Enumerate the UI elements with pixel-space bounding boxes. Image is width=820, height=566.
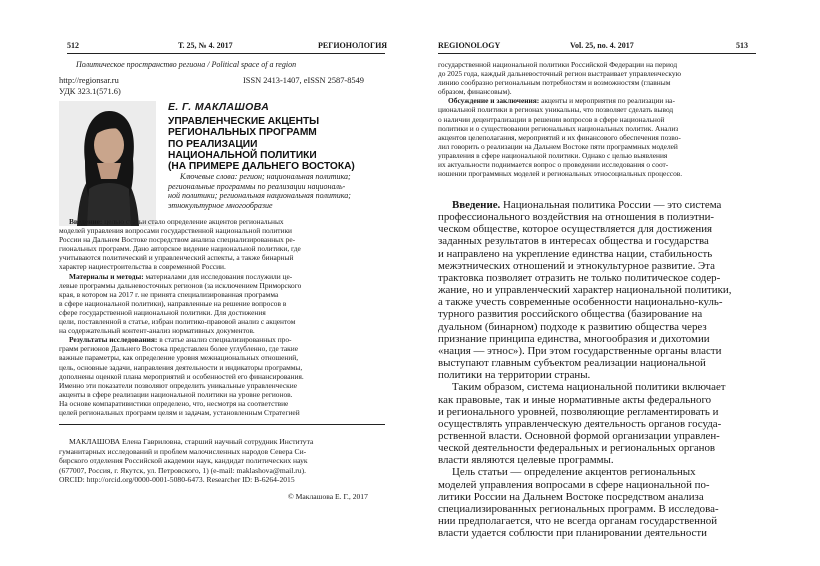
abstract-line: управления в сфере национальной политики. Однако с целью выявления (438, 150, 668, 160)
keywords-line: региональные программы по реализации националь- (168, 181, 346, 191)
abstract-label: Введение: (69, 217, 103, 226)
keywords-line: этнокультурное многообразие (168, 200, 273, 210)
udk-code: УДК 323.1(571.6) (59, 87, 121, 96)
left-header-rule (67, 53, 385, 54)
author-info-line: гуманитарных исследований и проблем малочисленных народов Севера Си- (59, 446, 307, 456)
author-info-rule (59, 424, 385, 425)
abstract-label: Результаты исследования: (69, 335, 158, 345)
right-journal-name: REGIONOLOGY (438, 41, 501, 50)
body-line: выступают главным субъектом реализации национальной (438, 357, 706, 370)
article-title (168, 116, 355, 172)
keywords-line: Ключевые слова: регион; национальная политика; (180, 172, 351, 181)
keywords-label: Ключевые слова: (180, 172, 238, 181)
title-line: РЕГИОНАЛЬНЫХ ПРОГРАММ (168, 127, 317, 139)
body-line: признание принципа единства, многообразия и дихотомии (438, 332, 710, 345)
abstract-line: лил говорить о реализации на Дальнем Востоке пяти программных моделей (438, 141, 678, 151)
body-line: и направлено на укрепление единства нации, стабильность (438, 247, 713, 260)
left-journal-name: РЕГИОНОЛОГИЯ (318, 41, 388, 50)
body-section-label: Введение. (452, 199, 501, 211)
title-line: (НА ПРИМЕРЕ ДАЛЬНЕГО ВОСТОКА) (168, 161, 355, 173)
abstract-line: на содержательный контент-анализ нормативных документов. (59, 326, 255, 336)
body-line: дуальном (бинарном) подходе к развитию общества через (438, 320, 707, 333)
body-line: «нация — этнос»). При этом государственные органы власти (438, 344, 722, 357)
abstract-line: циональной политики в регионах уникальны, что позволяет сделать вывод (438, 105, 674, 115)
abstract-line: учитываются политический и управленческий аспекты, а также бинарный (59, 253, 294, 263)
abstract-line: акценты в сфере реализации национальной политики на уровне регионов. (59, 389, 293, 399)
body-line: Национальная политика России — это система (500, 199, 722, 211)
abstract-line: в статье анализ специализированных про- (157, 335, 292, 345)
abstract-line: целей региональных программ целям и задачам, установленным Стратегией (59, 407, 300, 417)
author-photo (59, 101, 156, 226)
body-line: трактовка позволяет отразить не только политическое содер- (438, 271, 721, 284)
title-line: ПО РЕАЛИЗАЦИИ (168, 138, 258, 150)
right-volume-issue: Vol. 25, no. 4. 2017 (570, 41, 634, 50)
article-body (438, 199, 756, 539)
abstract-continued (438, 60, 756, 178)
body-line: профессионального воздействия на отношения в полиэтни- (438, 211, 715, 224)
body-line: осуществлять управленческую деятельность органов госуда- (438, 417, 722, 430)
body-line: специализированных региональных программ. В исследова- (438, 502, 719, 515)
body-line: власти являются целевые программы. (438, 454, 614, 467)
author-info-line: ORCID: http://orcid.org/0000-0001-5080-6473. Researcher ID: B-6264-2015 (59, 475, 295, 484)
website-link[interactable]: http://regionsar.ru (59, 76, 119, 85)
body-line: Таким образом, система национальной политики включает (452, 381, 726, 394)
body-line: заданных результатов в интересах общества и государства (438, 235, 709, 248)
abstract-line: цели, поставленной в статье, избран политико-правовой анализ с акцентом (59, 317, 296, 327)
abstract-line: левые программы дальневосточных регионов (за исключением Приморского (59, 280, 302, 290)
left-volume-issue: Т. 25, № 4. 2017 (178, 41, 233, 50)
abstract-line: грамм регионов Дальнего Востока представлен более углубленно, где такие (59, 344, 298, 354)
abstract-line: акценты и мероприятия по реализации на- (539, 96, 675, 106)
abstract-line: о наличии децентрализации в решении вопросов в сфере национальной (438, 114, 665, 124)
issn-line: ISSN 2413-1407, eISSN 2587-8549 (243, 76, 364, 85)
body-line: а также учесть современные особенности национально-куль- (438, 296, 723, 309)
body-line: ческом обществе, которое осуществляется для достижения (438, 223, 713, 236)
body-line: моделей управления вопросами в сфере национальной по- (438, 478, 710, 491)
body-line: литики России на Дальнем Востоке посредством анализа (438, 490, 704, 503)
author-info-line: бирского отделения Российской академии наук, кандидат политических наук (59, 456, 308, 465)
abstract-line: России на Дальнем Востоке посредством анализа специализированных ре- (59, 235, 296, 245)
author-info-line: (677007, Россия, г. Якутск, ул. Петровского, 1) (e-mail: maklashova@mail.ru). (59, 465, 306, 475)
body-line: межэтнических отношений и этнокультурное развитие. Эта (438, 259, 715, 272)
author-portrait-icon (59, 101, 156, 226)
abstract-line: моделей управления вопросами государственной национальной политики (59, 226, 293, 236)
abstract-line: до 2025 года, каждый дальневосточный регион выстраивает управленческую (438, 69, 682, 79)
title-line: НАЦИОНАЛЬНОЙ ПОЛИТИКИ (168, 149, 317, 161)
abstract-line: линию сообразно региональным потребностям и возможностям (главным (438, 78, 671, 88)
body-line: ческой деятельности федеральных и региональных органов (438, 442, 716, 455)
body-line: власти удается соблюсти при планировании деятельности (438, 527, 707, 540)
body-line: рственной власти. Основной формой организации управлен- (438, 429, 720, 442)
right-header-rule (438, 53, 756, 54)
body-line: политики на территории страны. (438, 369, 591, 382)
right-page (410, 0, 820, 566)
abstract-block (59, 217, 385, 417)
abstract-line: государственной национальной политики Российской Федерации на период (438, 60, 678, 69)
abstract-line: образом, финансовым). (438, 87, 512, 97)
abstract-line: ношении программных моделей и региональных этносоциальных процессов. (438, 169, 683, 179)
keywords-line: ной политики; региональная национальная политика; (168, 191, 351, 201)
abstract-line: политики и о существовании региональных национальных политик. Анализ (438, 123, 679, 133)
body-line: жание, но и управленческий характер национальной политики, (438, 284, 732, 297)
author-info-block (59, 437, 385, 485)
author-info-line: МАКЛАШОВА Елена Гавриловна, старший научный сотрудник Института (69, 437, 314, 446)
abstract-label: Обсуждение и заключения: (448, 96, 540, 106)
abstract-line: целью статьи стало определение акцентов региональных (102, 217, 284, 226)
left-page-number: 512 (67, 41, 79, 50)
abstract-line: гиональных программ. Дано авторское видение национальной политики, где (59, 244, 301, 254)
right-page-number: 513 (736, 41, 748, 50)
keywords-block (168, 172, 384, 210)
abstract-line: цель, основные задачи, направления деятельности и индикаторы программы, (59, 362, 303, 372)
body-line: Цель статьи — определение акцентов региональных (452, 466, 696, 479)
abstract-line: их актуальности поднимается вопрос о проведении исследования о соот- (438, 160, 669, 170)
abstract-line: материалами для исследования послужили це- (143, 271, 293, 281)
abstract-line: важные параметры, как определение уровня межнациональных отношений, (59, 353, 299, 363)
body-line: турного развития российского общества (базирование на (438, 308, 703, 321)
copyright: © Маклашова Е. Г., 2017 (288, 492, 368, 501)
abstract-label: Материалы и методы: (69, 271, 144, 281)
abstract-line: сфере государственной национальной политики. Для достижения (59, 307, 266, 317)
body-line: нии предполагается, что не всегда органам государственной (438, 515, 718, 528)
abstract-line: Именно эти показатели позволяют определить уникальные управленческие (59, 380, 297, 390)
title-line: УПРАВЛЕНЧЕСКИЕ АКЦЕНТЫ (168, 116, 320, 127)
abstract-line: в сфере национальной политики), направленные на решение вопросов в (59, 298, 287, 308)
body-line: как правовые, так и иные нормативные акты федерального (438, 393, 712, 406)
journal-subtitle: Политическое пространство региона / Political space of a region (76, 60, 297, 69)
author-name: Е. Г. МАКЛАШОВА (168, 101, 270, 113)
body-line: и регионального уровней, позволяющие регламентировать и (438, 405, 719, 418)
abstract-line: акцентов целеполагания, мероприятий и их финансового обеспечения позво- (438, 132, 681, 142)
abstract-line: края, в котором на 2017 г. не принята специализированная программа (59, 289, 279, 299)
abstract-line: характер нациестроительства в современной России. (59, 262, 226, 272)
abstract-line: дополнены оценкой плана мероприятий и особенностей его финансирования. (59, 371, 304, 381)
abstract-line: На основе компаративистики определено, что, несмотря на соответствие (59, 398, 289, 408)
